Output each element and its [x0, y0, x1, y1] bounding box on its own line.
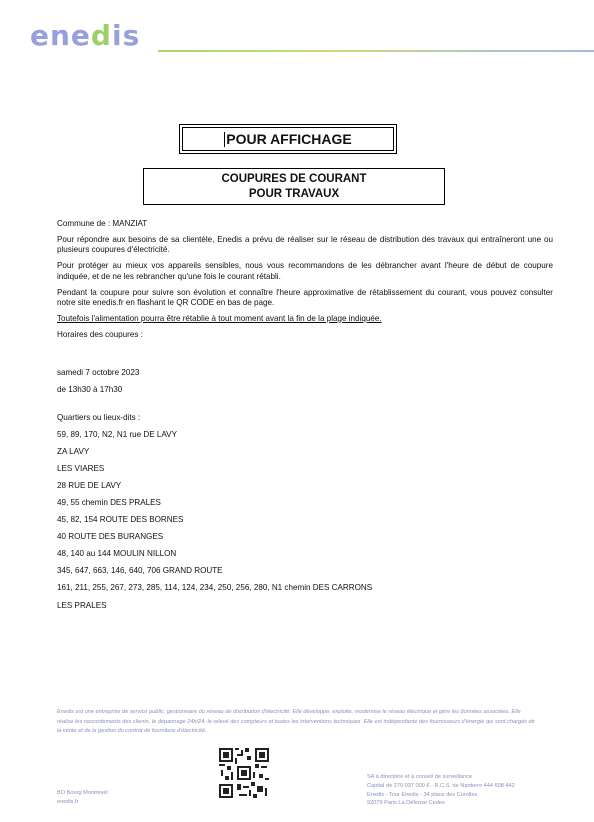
qr-code-icon[interactable] — [219, 748, 269, 798]
subtitle-line-2: POUR TRAVAUX — [248, 188, 340, 200]
locations-label: Quartiers ou lieux-dits : — [57, 412, 141, 422]
location-item: 59, 89, 170, N2, N1 rue DE LAVY — [57, 429, 177, 439]
paragraph: Pendant la coupure pour suivre son évolution et connaître l'heure approximative de rétablissement du courant, vous pouvez consulter notre site enedis.fr en flashant le QR CODE en bas de page. — [57, 287, 553, 308]
location-item: 49, 55 chemin DES PRALES — [57, 497, 161, 507]
company-capital: Capital de 270 037 000 € - R.C.S. de Nanterre 444 608 442 — [367, 782, 515, 789]
outage-time: de 13h30 à 17h30 — [57, 385, 123, 395]
legal-notice: Enedis est une entreprise de service public, gestionnaire du réseau de distribution d'électricité. Elle développe, exploite, modernise le réseau électrique et gère les données associées. Elle réalise les raccordements des clients, le dépannage 24h/24, le relevé des compteurs et toutes les interventions techniques. Elle est indépendante des fournisseurs d'énergie qui sont chargés de la vente et de la gestion du contrat de fourniture d'électricité. — [57, 709, 535, 734]
subtitle-line-1: COUPURES DE COURANT — [221, 173, 367, 185]
location-item: 45, 82, 154 ROUTE DES BORNES — [57, 515, 184, 525]
location-item: LES PRALES — [57, 600, 107, 610]
footer-left — [57, 789, 108, 807]
location-item: 48, 140 au 144 MOULIN NILLON — [57, 549, 177, 559]
company-address: Enedis - Tour Enedis - 34 place des Corolles — [367, 791, 478, 798]
schedule-label: Horaires des coupures : — [57, 329, 143, 339]
text-cursor — [224, 132, 225, 147]
subtitle-box — [143, 168, 445, 205]
page-title: POUR AFFICHAGE — [226, 131, 352, 147]
location-item: ZA LAVY — [57, 446, 90, 456]
company-city: 92079 Paris La Défense Cedex — [367, 800, 445, 807]
footer-office: BO Bourg Montrevel — [57, 790, 108, 796]
notice-body — [57, 219, 553, 617]
footer-website-link[interactable]: enedis.fr — [57, 799, 79, 805]
location-item: 161, 211, 255, 267, 273, 285, 114, 124, 234, 250, 256, 280, N1 chemin DES CARRONS — [57, 583, 373, 593]
outage-date: samedi 7 octobre 2023 — [57, 368, 140, 378]
footer-right — [367, 773, 515, 808]
paragraph: Pour protéger au mieux vos appareils sensibles, nous vous recommandons de les débrancher avant l'heure de début de coupure indiquée, et de ne les rebrancher qu'une fois le courant rétabli. — [57, 261, 553, 281]
commune-line: Commune de : MANZIAT — [57, 219, 148, 228]
paragraph: Pour répondre aux besoins de sa clientèle, Enedis a prévu de réaliser sur le réseau de distribution des travaux qui entraîneront une ou plusieurs coupures d'électricité. — [57, 234, 553, 255]
enedis-logo: enedis — [30, 19, 141, 52]
page-title-box — [182, 127, 394, 151]
restore-notice: Toutefois l'alimentation pourra être rétablie à tout moment avant la fin de la plage indiquée. — [57, 313, 382, 323]
location-item: 40 ROUTE DES BURANGES — [57, 532, 164, 542]
title-frame — [179, 124, 397, 154]
location-item: LES VIARES — [57, 463, 105, 473]
logo-divider — [158, 50, 594, 52]
company-form: SA à directoire et à conseil de surveillance — [367, 774, 473, 780]
location-item: 28 RUE DE LAVY — [57, 480, 122, 490]
location-item: 345, 647, 663, 146, 640, 706 GRAND ROUTE — [57, 566, 223, 576]
